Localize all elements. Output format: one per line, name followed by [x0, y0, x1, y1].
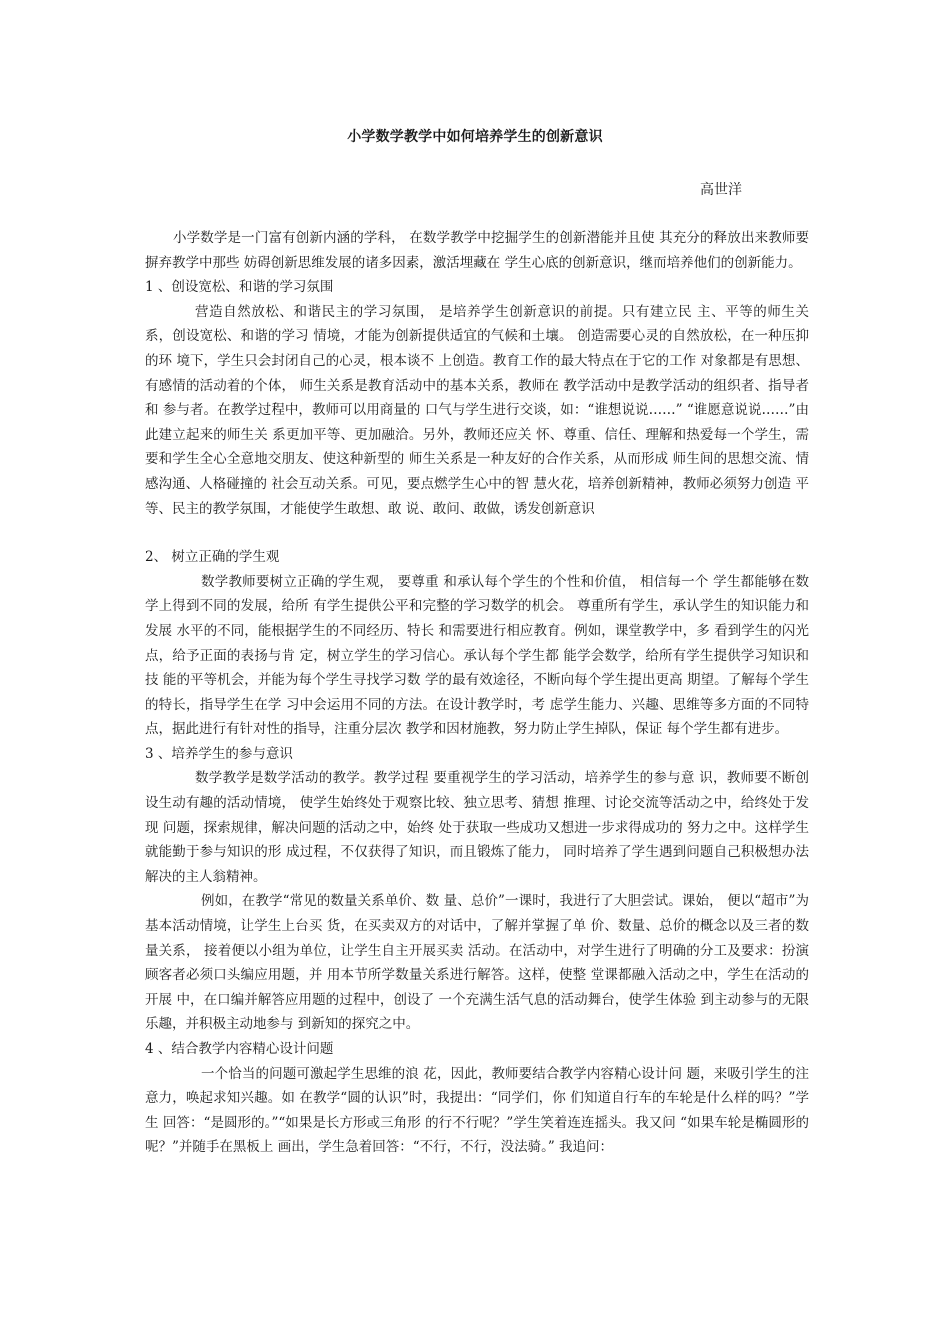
section-heading-1: 1 、创设宽松、和谐的学习氛围	[145, 279, 334, 296]
section-1-paragraph-1: 营造自然放松、和谐民主的学习氛围， 是培养学生创新意识的前提。只有建立民 主、平等的师生关系，创设宽松、和谐的学习 情境，才能为创新提供适宜的气候和土壤。 创造需要心灵的自然放松，在一种压抑的环 境下，学生只会封闭自己的心灵，根本谈不 上创造。教育工作的最大特点在于它的工作 对象都是有思想、有感情的活动着的个体， 师生关系是教育活动中的基本关系，教师在 教学活动中是教学活动的组织者、指导者和 参与者。在教学过程中，教师可以用商量的 口气与学生进行交谈，如：“谁想说说……” “谁愿意说说……”由此建立起来的师生关 系更加平等、更加融洽。另外，教师还应关 怀、尊重、信任、理解和热爱每一个学生，需 要和学生全心全意地交朋友、使这种新型的 师生关系是一种友好的合作关系，从而形成 师生间的思想交流、情感沟通、人格碰撞的 社会互动关系。可见，要点燃学生心中的智 慧火花，培养创新精神，教师必须努力创造 平等、民主的教学氛围，才能使学生敢想、敢 说、敢问、敢做，诱发创新意识	[145, 303, 809, 517]
section-heading-3: 3 、培养学生的参与意识	[145, 745, 293, 762]
section-3-paragraph-1: 数学教学是数学活动的教学。教学过程 要重视学生的学习活动，培养学生的参与意 识，教师要不断创设生动有趣的活动情境， 使学生始终处于观察比较、独立思考、猜想 推理、讨论交流等活动之中，给终处于发现 问题，探索规律，解决问题的活动之中，始终 处于获取一些成功又想进一步求得成功的 努力之中。这样学生就能勤于参与知识的形 成过程，不仅获得了知识，而且锻炼了能力， 同时培养了学生遇到问题自己积极想办法 解决的主人翁精神。	[145, 770, 809, 885]
section-4-paragraph-1: 一个恰当的问题可激起学生思维的浪 花，因此，教师要结合教学内容精心设计问 题，来吸引学生的注意力，唤起求知兴趣。如 在教学“圆的认识”时，我提出：“同学们，你 们知道自行车的车轮是什么样的吗？”学生 回答：“是圆形的。”“如果是长方形或三角形 的行不行呢？”学生笑着连连摇头。我又问 “如果车轮是椭圆形的呢？”并随手在黑板上 画出，学生急着回答：“不行，不行，没法骑。” 我追问：	[145, 1065, 809, 1156]
section-heading-4: 4 、结合教学内容精心设计问题	[145, 1041, 334, 1057]
section-3-paragraph-2: 例如，在教学“常见的数量关系单价、数 量、总价”一课时，我进行了大胆尝试。课始， 便以“超市”为基本活动情境，让学生上台买 货，在买卖双方的对话中，了解并掌握了单 价、数量、总价的概念以及三者的数量关系， 接着便以小组为单位，让学生自主开展买卖 活动。在活动中，对学生进行了明确的分工及要求：扮演顾客者必须口头编应用题，并 用本节所学数量关系进行解答。这样，使整 堂课都融入活动之中，学生在活动的开展 中，在口编并解答应用题的过程中，创设了 一个充满生活气息的活动舞台，使学生体验 到主动参与的无限乐趣，并积极主动地参与 到新知的探究之中。	[145, 893, 809, 1033]
paragraph-gap	[145, 521, 809, 545]
section-heading-2: 2、 树立正确的学生观	[145, 549, 280, 566]
intro-paragraph: 小学数学是一门富有创新内涵的学科， 在数学教学中挖掘学生的创新潜能并且使 其充分的释放出来教师要摒弃教学中那些 妨碍创新思维发展的诸多因素，激活埋藏在 学生心底的创新意识，继而培养他们的创新能力。	[145, 230, 809, 271]
document-body	[145, 226, 809, 1160]
author-name: 高世洋	[700, 182, 742, 198]
section-2-paragraph-1: 数学教师要树立正确的学生观， 要尊重 和承认每个学生的个性和价值， 相信每一个 学生都能够在数学上得到不同的发展，给所 有学生提供公平和完整的学习数学的机会。 尊重所有学生，承认学生的知识能力和发展 水平的不同，能根据学生的不同经历、特长 和需要进行相应教育。例如，课堂教学中，多 看到学生的闪光点，给予正面的表扬与肯 定，树立学生的学习信心。承认每个学生都 能学会数学，给所有学生提供学习知识和技 能的平等机会，并能为每个学生寻找学习数 学的最有效途径，不断向每个学生提出更高 期望。了解每个学生的特长，指导学生在学 习中会运用不同的方法。在设计教学时，考 虑学生能力、兴趣、思维等多方面的不同特 点，据此进行有针对性的指导，注重分层次 教学和因材施教，努力防止学生掉队，保证 每个学生都有进步。	[145, 573, 809, 738]
document-title: 小学数学教学中如何培养学生的创新意识	[347, 129, 603, 145]
